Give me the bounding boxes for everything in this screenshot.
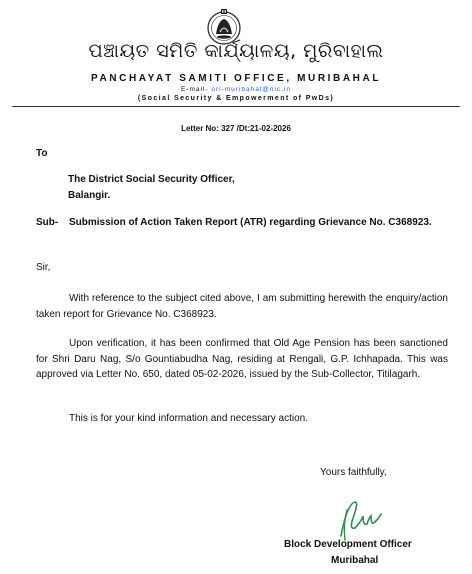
letter-number: Letter No: 327 /Dt:21-02-2026	[181, 124, 291, 133]
office-title-odia: ପଞ୍ଚାୟତ ସମିତି କାର୍ଯ୍ୟାଳୟ, ମୁରିବାହାଲ	[88, 40, 384, 62]
office-title-english: PANCHAYAT SAMITI OFFICE, MURIBAHAL	[90, 73, 382, 84]
paragraph-text: Upon verification, it has been confirmed that Old Age Pension has been sanctioned for Shri Daru Nag, S/o Gountiabudha Nag, residing at Rengali, G.P. Ichhapada. This was approved via Letter No. 650, dated 05-02-2026, issued by the Sub-Collector, Titilagarh.	[36, 338, 448, 380]
email-link[interactable]: ori-muribahal@nic.in	[211, 86, 292, 93]
subject-label: Sub-	[36, 217, 59, 228]
signatory-title: Block Development Officer	[284, 539, 412, 550]
recipient-line: The District Social Security Officer,	[68, 174, 235, 185]
body-paragraph	[36, 291, 448, 322]
department-line: (Social Security & Empowerment of PwDs)	[137, 95, 335, 102]
body-paragraph	[36, 411, 448, 427]
closing-phrase: Yours faithfully,	[320, 467, 387, 478]
salutation: Sir,	[36, 262, 51, 273]
subject-text: Submission of Action Taken Report (ATR) regarding Grievance No. C368923.	[69, 217, 432, 228]
email-label: E-mail-	[180, 86, 209, 93]
email-line	[0, 86, 472, 93]
to-label: To	[36, 148, 48, 159]
paragraph-text: With reference to the subject cited above, I am submitting herewith the enquiry/action taken report for Grievance No. C368923.	[36, 293, 448, 320]
recipient-line: Balangir.	[68, 189, 111, 201]
header-divider	[12, 106, 460, 107]
recipient-address	[68, 172, 235, 203]
signatory-place: Muribahal	[331, 555, 379, 566]
body-paragraph	[36, 336, 448, 383]
paragraph-text: This is for your kind information and necessary action.	[69, 413, 308, 424]
